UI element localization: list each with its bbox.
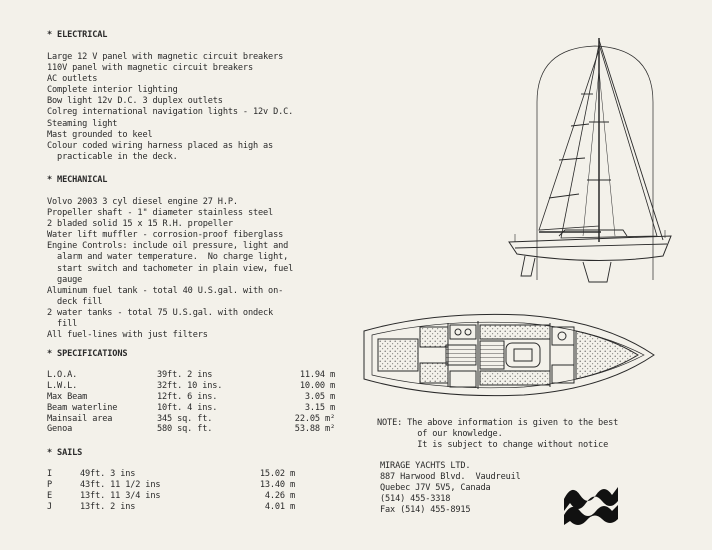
sail-label: J	[47, 501, 53, 512]
list-item: Complete interior lighting	[47, 85, 178, 96]
note-line: NOTE: The above information is given to the best	[377, 418, 619, 428]
sail-metric: 15.02 m	[259, 469, 295, 479]
list-item: alarm and water temperature. No charge light,	[47, 252, 289, 263]
specifications-heading: * SPECIFICATIONS	[47, 349, 128, 359]
sail-label: P	[47, 479, 53, 490]
spec-imperial: 10ft. 4 ins.	[157, 402, 218, 413]
spec-imperial: 345 sq. ft.	[157, 413, 213, 424]
mirage-wave-logo	[562, 477, 620, 527]
deck-plan-drawing	[354, 305, 660, 405]
list-item: Propeller shaft - 1" diameter stainless steel	[47, 208, 274, 219]
list-item: practicable in the deck.	[47, 151, 178, 162]
spec-imperial: 580 sq. ft.	[157, 424, 213, 435]
spec-metric: 11.94 m	[299, 370, 335, 380]
list-item: Steaming light	[47, 118, 118, 129]
spec-imperial: 32ft. 10 ins.	[157, 380, 223, 391]
spec-label: Genoa	[47, 424, 73, 435]
list-item: Colreg international navigation lights - 12v D.C.	[47, 107, 294, 118]
sail-label: E	[47, 490, 53, 501]
list-item: Colour coded wiring harness placed as high as	[47, 140, 274, 151]
list-item: fill	[47, 319, 78, 330]
address-line: Quebec J7V 5V5, Canada	[380, 483, 491, 494]
sails-heading: * SAILS	[47, 448, 83, 458]
list-item: Mast grounded to keel	[47, 129, 153, 140]
sail-imperial: 49ft. 3 ins	[80, 469, 136, 479]
sail-imperial: 13ft. 11 3/4 ins	[80, 490, 161, 501]
spec-metric: 10.00 m	[299, 380, 335, 391]
spec-label: Mainsail area	[47, 413, 113, 424]
list-item: gauge	[47, 274, 83, 285]
note-line: It is subject to change without notice	[377, 440, 609, 451]
spec-imperial: 39ft. 2 ins	[157, 370, 213, 380]
address-line: 887 Harwood Blvd. Vaudreuil	[380, 472, 521, 483]
list-item: 2 water tanks - total 75 U.S.gal. with ondeck	[47, 307, 274, 318]
list-item: Volvo 2003 3 cyl diesel engine 27 H.P.	[47, 197, 238, 207]
sail-label: I	[47, 469, 53, 479]
list-item: Large 12 V panel with magnetic circuit breakers	[47, 52, 284, 62]
list-item: 110V panel with magnetic circuit breakers	[47, 63, 253, 74]
spec-label: Max Beam	[47, 391, 88, 402]
spec-label: L.O.A.	[47, 370, 78, 380]
spec-label: L.W.L.	[47, 380, 78, 391]
sail-metric: 4.01 m	[264, 501, 295, 512]
sail-metric: 4.26 m	[264, 490, 295, 501]
list-item: 2 bladed solid 15 x 15 R.H. propeller	[47, 219, 233, 230]
list-item: Water lift muffler - corrosion-proof fiberglass	[47, 230, 284, 241]
company-address	[380, 461, 521, 516]
disclaimer-note	[377, 418, 618, 451]
note-line: of our knowledge.	[377, 429, 503, 440]
sail-imperial: 43ft. 11 1/2 ins	[80, 479, 161, 490]
phone-line: (514) 455-3318	[380, 494, 451, 505]
sail-imperial: 13ft. 2 ins	[80, 501, 136, 512]
spec-metric: 53.88 m²	[294, 424, 335, 435]
list-item: start switch and tachometer in plain view, fuel	[47, 263, 294, 274]
sail-metric: 13.40 m	[259, 479, 295, 490]
fax-line: Fax (514) 455-8915	[380, 505, 471, 516]
electrical-heading: * ELECTRICAL	[47, 30, 108, 40]
spec-metric: 3.05 m	[304, 391, 335, 402]
list-item: Aluminum fuel tank - total 40 U.S.gal. with on-	[47, 285, 284, 296]
list-item: deck fill	[47, 296, 103, 307]
spec-metric: 22.05 m²	[294, 413, 335, 424]
spec-metric: 3.15 m	[304, 402, 335, 413]
list-item: Bow light 12v D.C. 3 duplex outlets	[47, 96, 223, 107]
mechanical-heading: * MECHANICAL	[47, 175, 108, 185]
list-item: AC outlets	[47, 74, 98, 85]
list-item: Engine Controls: include oil pressure, light and	[47, 241, 289, 252]
company-name: MIRAGE YACHTS LTD.	[380, 461, 471, 471]
list-item: All fuel-lines with just filters	[47, 330, 208, 341]
spec-imperial: 12ft. 6 ins.	[157, 391, 218, 402]
electrical-list	[47, 52, 293, 163]
sail-plan-drawing	[495, 30, 675, 285]
spec-label: Beam waterline	[47, 402, 118, 413]
mechanical-list	[47, 197, 293, 341]
